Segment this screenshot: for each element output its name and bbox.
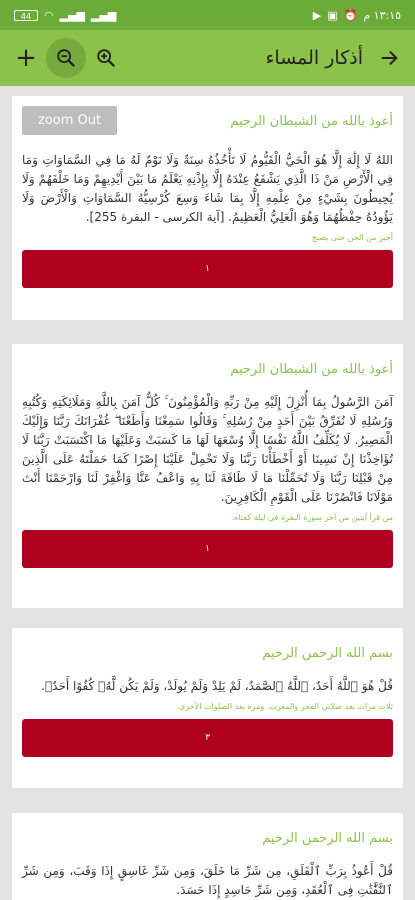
zikr-counter-button[interactable]: ١ — [22, 530, 393, 568]
zikr-text: اللهُ لَا إِلَٰهَ إِلَّا هُوَ الْحَيُّ الْقَيُّومُ لَا تَأْخُذُهُ سِنَةٌ وَلَا نَوْمٌ لَهُ مَا فِي السَّمَاوَاتِ وَمَا فِي الْأَرْضِ مَنْ ذَا الَّذِي يَشْفَعُ عِنْدَهُ إِلَّا بِإِذْنِهِ يَعْلَمُ مَا بَيْنَ أَيْدِيهِمْ وَمَا خَلْفَهُمْ وَلَا يُحِيطُونَ بِشَيْءٍ مِنْ عِلْمِهِ إِلَّا بِمَا شَاءَ وَسِعَ كُرْسِيُّهُ السَّمَاوَاتِ وَالْأَرْضَ وَلَا يَؤُودُهُ حِفْظُهُمَا وَهُوَ الْعَلِيُّ الْعَظِيمُ. [آية الكرسى - البقرة 255]. — [22, 153, 393, 224]
status-bar — [0, 0, 415, 30]
zikr-card — [12, 344, 403, 608]
app-bar — [0, 30, 415, 86]
zikr-text: قُلْ أَعُوذُ بِرَبِّ ٱلْفَلَقِ، مِن شَرِّ مَا خَلَقَ، وَمِن شَرِّ غَاسِقٍ إِذَا وَقَبَ، وَمِن شَرِّ ٱلنَّفَّٰثَٰتِ فِى ٱلْعُقَدِ، وَمِن شَرِّ حَاسِدٍ إِذَا حَسَدَ. — [22, 864, 393, 897]
status-left — [14, 9, 116, 22]
plus-icon[interactable]: + — [15, 43, 37, 73]
zikr-card — [12, 96, 403, 320]
zikr-heading: بسم الله الرحمن الرحيم — [262, 831, 393, 846]
zikr-heading: أعوذ بالله من الشيطان الرجيم — [230, 362, 393, 377]
battery-icon: 44 — [14, 10, 38, 21]
image-icon: ▣ — [327, 8, 338, 22]
arrow-forward-icon[interactable] — [369, 38, 409, 78]
zikr-note: أجير من الجن حتى يصبح — [311, 233, 393, 242]
zikr-text: آمَنَ الرَّسُولُ بِمَا أُنْزِلَ إِلَيْهِ مِنْ رَبِّهِ وَالْمُؤْمِنُونَ ۚ كُلٌّ آمَنَ بِاللَّهِ وَمَلَائِكَتِهِ وَكُتُبِهِ وَرُسُلِهِ لَا نُفَرِّقُ بَيْنَ أَحَدٍ مِنْ رُسُلِهِ ۚ وَقَالُوا سَمِعْنَا وَأَطَعْنَا ۖ غُفْرَانَكَ رَبَّنَا وَإِلَيْكَ الْمَصِيرُ. لَا يُكَلِّفُ اللَّهُ نَفْسًا إِلَّا وُسْعَهَا لَهَا مَا كَسَبَتْ وَعَلَيْهَا مَا اكْتَسَبَتْ رَبَّنَا لَا تُؤَاخِذْنَا إِنْ نَسِينَا أَوْ أَخْطَأْنَا رَبَّنَا وَلَا تَحْمِلْ عَلَيْنَا إِصْرًا كَمَا حَمَلْتَهُ عَلَى الَّذِينَ مِنْ قَبْلِنَا رَبَّنَا وَلَا تُحَمِّلْنَا مَا لَا طَاقَةَ لَنَا بِهِ وَاعْفُ عَنَّا وَاغْفِرْ لَنَا وَارْحَمْنَا أَنْتَ مَوْلَانَا فَانْصُرْنَا عَلَى الْقَوْمِ الْكَافِرِينَ. — [22, 395, 393, 504]
status-time: ١٣:١٥ م — [363, 8, 401, 22]
youtube-icon: ▶ — [312, 8, 322, 22]
zikr-card — [12, 628, 403, 788]
zoom-out-icon[interactable] — [46, 38, 86, 78]
status-right — [313, 9, 401, 22]
page-title: أذكار المساء — [265, 47, 363, 69]
zoom-in-icon[interactable] — [86, 38, 126, 78]
signal-icon: ▂▄▆ — [91, 8, 117, 22]
signal-icon: ▂▄▆ — [59, 8, 85, 22]
wifi-icon: ◠ — [44, 8, 54, 22]
zikr-note: من قرأ آيتين من آخر سورة البقرة في ليلة كفتاه. — [231, 513, 393, 522]
zikr-card — [12, 813, 403, 900]
zikr-heading: بسم الله الرحمن الرحيم — [262, 646, 393, 661]
zikr-heading: أعوذ بالله من الشيطان الرجيم — [230, 114, 393, 129]
alarm-icon: ⏰ — [343, 8, 358, 22]
zoom-out-button[interactable]: zoom Out — [22, 106, 117, 135]
zikr-text: قُلْ هُوَ ٱللَّهُ أَحَدٌ، ٱللَّهُ ٱلصَّمَدُ، لَمْ يَلِدْ وَلَمْ يُولَدْ، وَلَمْ يَكُن لَّهُۥ كُفُوًا أَحَدٌۢ. — [41, 679, 393, 693]
zikr-counter-button[interactable]: ١ — [22, 250, 393, 288]
zikr-note: ثلاث مرات بعد صلاتي الفجر والمغرب. ومرة بعد الصلوات الأخرى. — [176, 702, 393, 711]
azkar-list[interactable] — [0, 86, 415, 900]
zikr-counter-button[interactable]: ٣ — [22, 719, 393, 757]
